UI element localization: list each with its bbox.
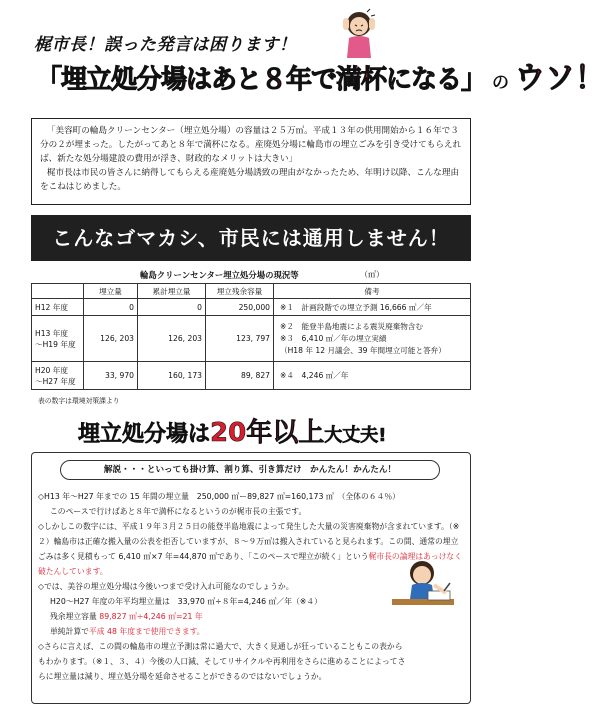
cell-note: ※４ 4,246 ㎥／年 xyxy=(274,362,471,390)
cell-remaining: 250,000 xyxy=(206,299,274,316)
main-banner xyxy=(36,60,605,98)
cell-note: ※１ 計画段階での埋立予測 16,666 ㎥／年 xyxy=(274,299,471,316)
bullet-3-conclusion xyxy=(38,624,466,639)
worried-woman-illustration xyxy=(337,8,381,58)
cell-fill: 33, 970 xyxy=(84,362,138,390)
header-cell: 埋立量 xyxy=(84,284,138,299)
black-banner: こんなゴマカシ、市民には通用しません！ xyxy=(31,215,471,261)
table-row xyxy=(32,362,471,390)
table-title: 輪島クリーンセンター埋立処分場の現況等 xyxy=(140,270,299,280)
row-label: H13 年度 ～H19 年度 xyxy=(32,316,84,362)
cell-remaining: 89, 827 xyxy=(206,362,274,390)
table-unit: （㎥） xyxy=(360,270,384,279)
cell-cumulative: 160, 173 xyxy=(138,362,206,390)
headline-complaint: 梶市長！誤った発言は困ります！ xyxy=(34,35,297,55)
landfill-table xyxy=(31,283,471,390)
mid-headline-part1: 埋立処分場は xyxy=(78,422,211,447)
bullet-3-average: H20～H27 年度の年平均埋立量は 33,970 ㎥÷８年=4,246 ㎥／年（※４） xyxy=(50,597,322,606)
banner-particle: の xyxy=(492,73,510,93)
cell-fill: 126, 203 xyxy=(84,316,138,362)
bullet-1: ◇H13 年～H27 年までの 15 年間の埋立量 250,000 ㎥ー89,827 ㎥=160,173 ㎥ （全体の６４％） xyxy=(38,492,400,501)
header-cell: 備考 xyxy=(274,284,471,299)
banner-quote: 「埋立処分場はあと８年で満杯になる」 xyxy=(36,65,487,95)
mid-headline-years: 20年以上 xyxy=(210,418,325,448)
studying-child-illustration xyxy=(388,555,458,613)
intro-quote: 「美容町の輪島クリーンセンター（埋立処分場）の容量は２５万㎥。平成１３年の供用開始から１６年で３分の２が埋まった。したがってあと８年で満杯になる。産廃処分場に輪島市の埋立ごみを引き受けてもらえれば、新たな処分場建設の費用が浮き、財政的なメリットは大きい」 xyxy=(40,126,462,164)
intro-box xyxy=(31,118,471,205)
cell-remaining: 123, 797 xyxy=(206,316,274,362)
row-label: H20 年度 ～H27 年度 xyxy=(32,362,84,390)
table-row xyxy=(32,316,471,362)
bullet-3: ◇では、美谷の埋立処分場は今後いつまで受け入れ可能なのでしょうか。 xyxy=(38,582,294,591)
intro-comment: 梶市長は市民の皆さんに納得してもらえる産廃処分場誘致の理由がなかったため、年明け以降、こんな理由をこねはじめました。 xyxy=(40,168,460,192)
bullet-3-conclusion-label: 単純計算で xyxy=(50,627,89,636)
table-header-row xyxy=(32,284,471,299)
banner-lie: ウソ！ xyxy=(515,61,605,96)
bullet-3-conclusion-value: 平成 48 年度まで使用できます。 xyxy=(88,627,205,636)
cell-cumulative: 0 xyxy=(138,299,206,316)
cell-note: ※２ 能登半島地震による震災廃棄物含む ※３ 6,410 ㎥／年の埋立実績 （H18 年 12 月議会、39 年間埋立可能と答弁） xyxy=(274,316,471,362)
mid-headline-part3: 大丈夫! xyxy=(324,425,387,446)
explanation-tab: 解説・・・といっても掛け算、割り算、引き算だけ かんたん！かんたん！ xyxy=(60,460,440,480)
table-row xyxy=(32,299,471,316)
bullet-3-remaining-label: 残余埋立容量 xyxy=(50,612,100,621)
cell-fill: 0 xyxy=(84,299,138,316)
row-label: H12 年度 xyxy=(32,299,84,316)
bullet-2-emphasis: 梶市長の論理はあっけなく破たんしています。 xyxy=(38,552,463,576)
bullet-1-note: このペースで行けばあと８年で満杯になるというのが梶市長の主張です。 xyxy=(50,507,307,516)
table-source: 表の数字は環境対策課より xyxy=(38,397,120,405)
header-cell: 埋立残余容量 xyxy=(206,284,274,299)
cell-cumulative: 126, 203 xyxy=(138,316,206,362)
bullet-4: ◇さらに言えば、この間の輪島市の埋立予測は常に過大で、大きく見通しが狂っていることもこの表からもわかります。（※１、３、４）今後の人口減、そしてリサイクルや再利用をさらに進めることによってさらに埋立量は減り、埋立処分場を延命させることができるのではないでしょうか。 xyxy=(38,642,406,681)
mid-headline xyxy=(78,412,386,449)
bullet-2-text: ◇しかしこの数字には、平成１９年３月２５日の能登半島地震によって発生した大量の災害廃棄物が含まれています。（※２）輪島市は正確な搬入量の公表を拒否していますが、８～９万㎥は搬入されていると見られます。この間、通常の埋立ごみは多く見積もって 6,410 ㎥×7 年=44,870 ㎥であり、「このペースで埋立が続く」という xyxy=(38,522,460,561)
header-cell xyxy=(32,284,84,299)
bullet-3-remaining-value: 89,827 ㎥÷4,246 ㎥=21 年 xyxy=(99,612,203,621)
header-cell: 累計埋立量 xyxy=(138,284,206,299)
